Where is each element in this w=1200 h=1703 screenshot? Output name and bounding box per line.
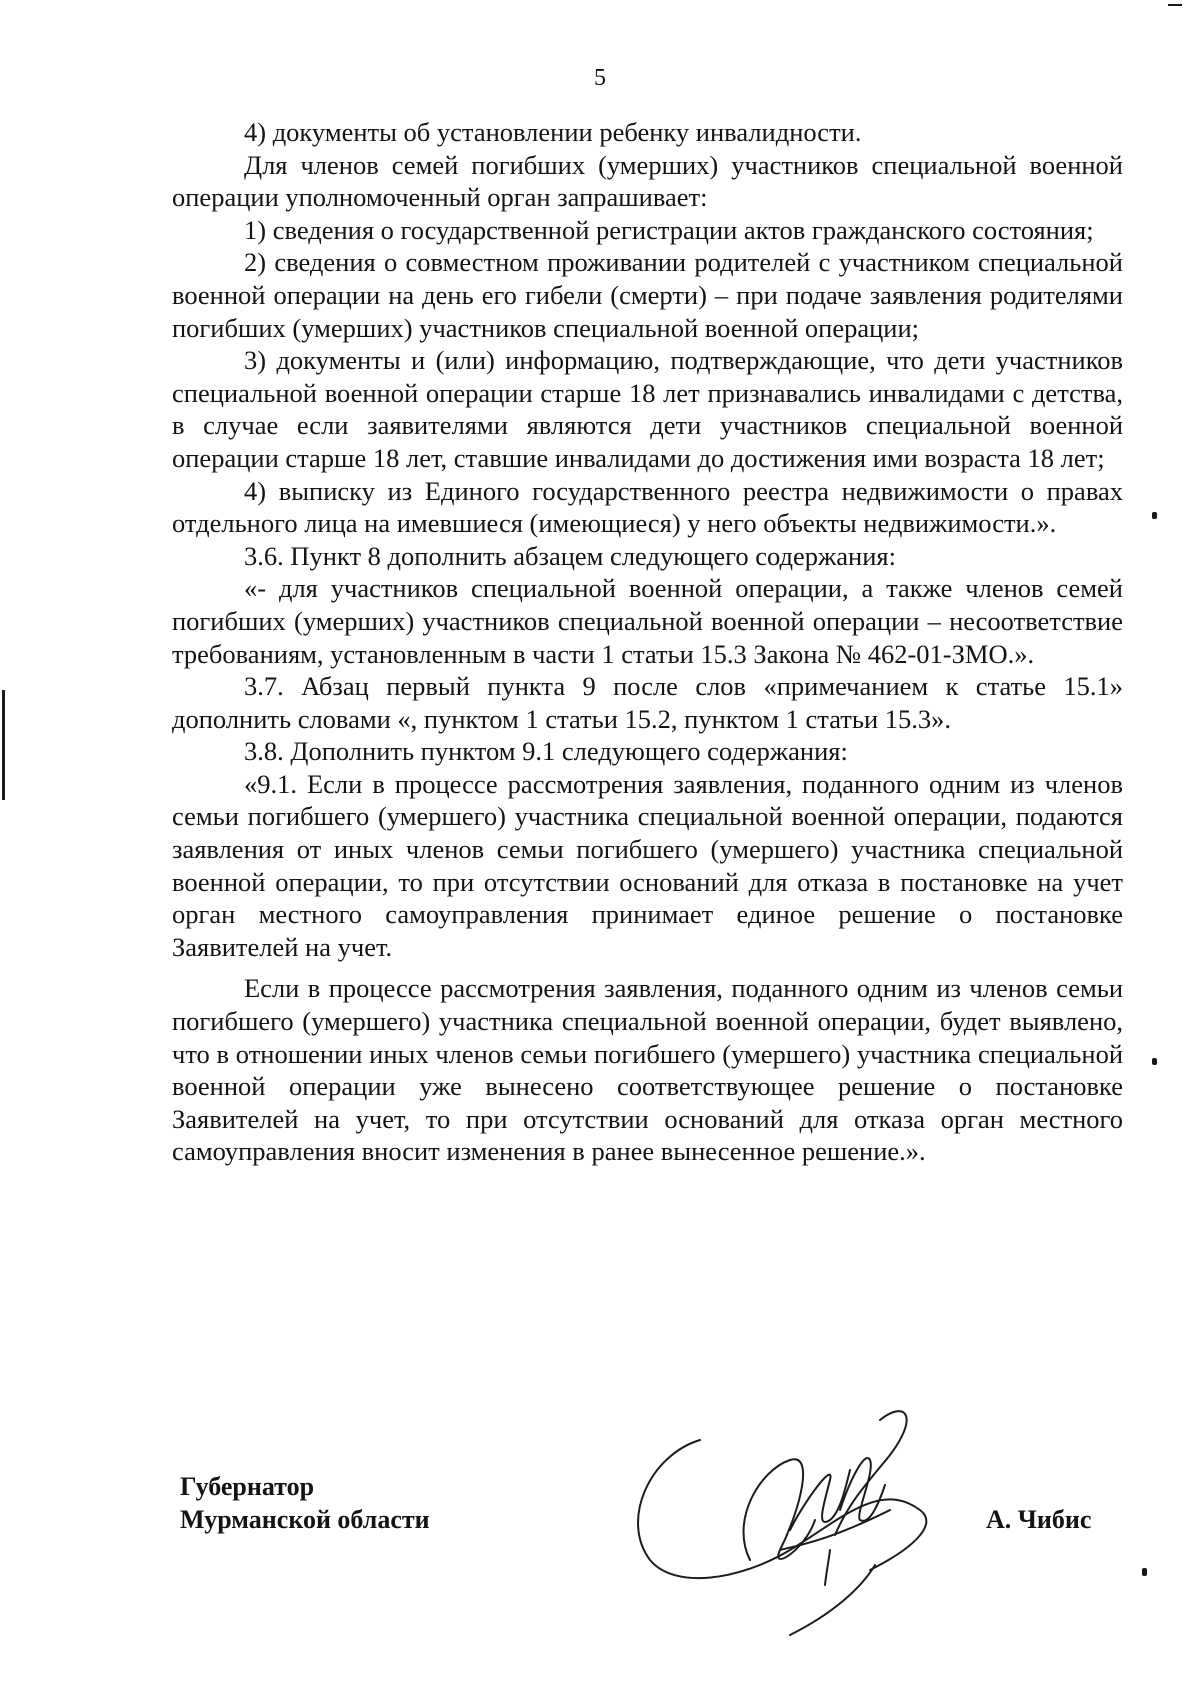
paragraph: 4) документы об установлении ребенку инвалидности. (244, 117, 862, 147)
handwritten-signature-image (630, 1400, 950, 1640)
paragraph: «- для участников специальной военной операции, а также членов семей погибших (умерших) участников специальной военной операции – несоответствие требованиям, установленным в части 1 статьи 15.3 Закона № 462-01-ЗМО.». (172, 573, 1123, 669)
scan-artifact-dot (1142, 1568, 1147, 1576)
paragraph: Если в процессе рассмотрения заявления, поданного одним из членов семьи погибшего (умершего) участника специальной военной операции, будет выявлено, что в отношении иных членов семьи погибшего (умершего) участника специальной военной операции уже вынесено соответствующее решение о постановке Заявителей на учет, то при отсутствии оснований для отказа орган местного самоуправления вносит изменения в ранее вынесенное решение.». (172, 973, 1123, 1167)
scan-artifact-left-line (2, 690, 5, 800)
signature-block (180, 1470, 430, 1536)
paragraph: 4) выписку из Единого государственного реестра недвижимости о правах отдельного лица на имевшиеся (имеющиеся) у него объекты недвижимости.». (172, 475, 1123, 539)
page-number: 5 (594, 65, 606, 91)
paragraph: 2) сведения о совместном проживании родителей с участником специальной военной операции на день его гибели (смерти) – при подаче заявления родителями погибших (умерших) участников специальной военной операции; (172, 247, 1123, 343)
scan-artifact-top-right (1168, 4, 1182, 6)
paragraph: 3) документы и (или) информацию, подтверждающие, что дети участников специальной военной операции старше 18 лет признавались инвалидами с детства, в случае если заявителями являются дети участников специальной военной операции старше 18 лет, ставшие инвалидами до достижения ими возраста 18 лет; (172, 345, 1123, 473)
scan-artifact-dot (1152, 1058, 1157, 1065)
paragraph: Для членов семей погибших (умерших) участников специальной военной операции уполномоченный орган запрашивает: (172, 149, 1123, 213)
paragraph: 3.8. Дополнить пунктом 9.1 следующего содержания: (244, 736, 848, 767)
paragraph: 1) сведения о государственной регистрации актов гражданского состояния; (244, 214, 1094, 245)
paragraph: 3.6. Пункт 8 дополнить абзацем следующего содержания: (244, 540, 896, 571)
signer-name: А. Чибис (986, 1505, 1092, 1534)
paragraph: «9.1. Если в процессе рассмотрения заявления, поданного одним из членов семьи погибшего (умершего) участника специальной военной операции, подаются заявления от иных членов семьи погибшего (умершего) участника специальной военной операции, то при отсутствии оснований для отказа в постановке на учет орган местного самоуправления принимает единое решение о постановке Заявителей на учет. (172, 768, 1123, 962)
signer-position-line1: Губернатор (180, 1472, 315, 1501)
scan-artifact-dot (1152, 512, 1157, 519)
paragraph: 3.7. Абзац первый пункта 9 после слов «примечанием к статье 15.1» дополнить словами «, пунктом 1 статьи 15.2, пунктом 1 статьи 15.3». (172, 671, 1123, 734)
document-body (172, 116, 1123, 1168)
signer-position-line2: Мурманской области (180, 1505, 430, 1534)
